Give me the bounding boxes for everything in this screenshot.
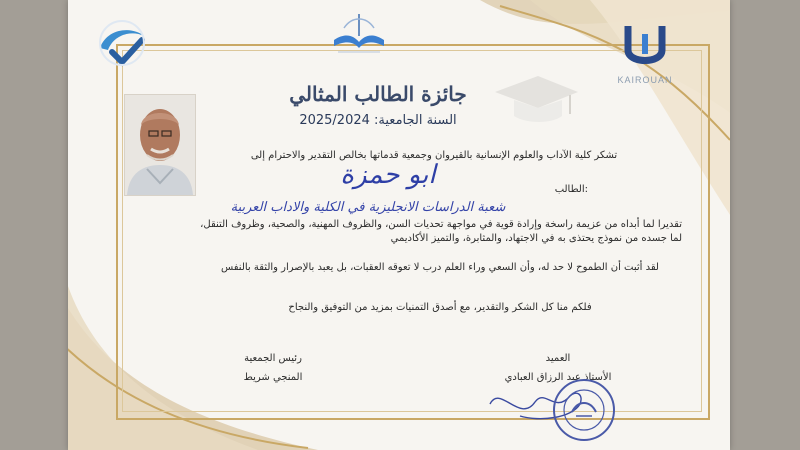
university-emblem-icon — [610, 20, 680, 75]
department-text: شعبة الدراسات الانجليزية في الكلية والاداب العربية — [230, 200, 506, 215]
signatory-left-name: المنجي شريط — [243, 372, 303, 383]
certificate — [68, 0, 730, 450]
student-label: :الطالب — [554, 184, 588, 195]
student-photo — [124, 94, 196, 196]
association-logo-icon — [324, 10, 394, 58]
certificate-title: جائزة الطالب المثالي — [289, 82, 467, 106]
faculty-logo-icon — [92, 18, 152, 68]
university-logo — [610, 20, 680, 90]
portrait-image — [125, 95, 195, 195]
quote-text: لقد أثبت أن الطموح لا حد له، وأن السعي وراء العلم درب لا تعوقه العقبات، بل يعبد بالإصرار والثقة بالنفس — [221, 262, 659, 273]
intro-text: تشكر كلية الآداب والعلوم الإنسانية بالقيروان وجمعية قدماتها بخالص التقدير والاحترام إلى — [250, 150, 618, 161]
official-stamp-icon — [550, 376, 618, 444]
student-name: ابو حمزة — [340, 160, 436, 190]
signatory-right-title: العميد — [545, 353, 571, 364]
university-name: KAIROUAN — [617, 75, 673, 85]
academic-year: السنة الجامعية: 2025/2024 — [299, 113, 457, 128]
signatory-left-title: رئيس الجمعية — [244, 353, 302, 364]
wishes-text: فلكم منا كل الشكر والتقدير، مع أصدق التمنيات بمزيد من التوفيق والنجاح — [288, 302, 592, 313]
body-text: تقديرا لما أبداه من عزيمة راسخة وإرادة قوية في مواجهة تحديات السن، والظروف المهنية، والصحية، وظروف التنقل، لما جسده من نموذج يحتذى به في الاجتهاد، والمثابرة، والتميز الأكاديمي — [200, 219, 682, 244]
signatory-right-name: الأستاذ عبد الرزاق العبادي — [504, 372, 612, 383]
